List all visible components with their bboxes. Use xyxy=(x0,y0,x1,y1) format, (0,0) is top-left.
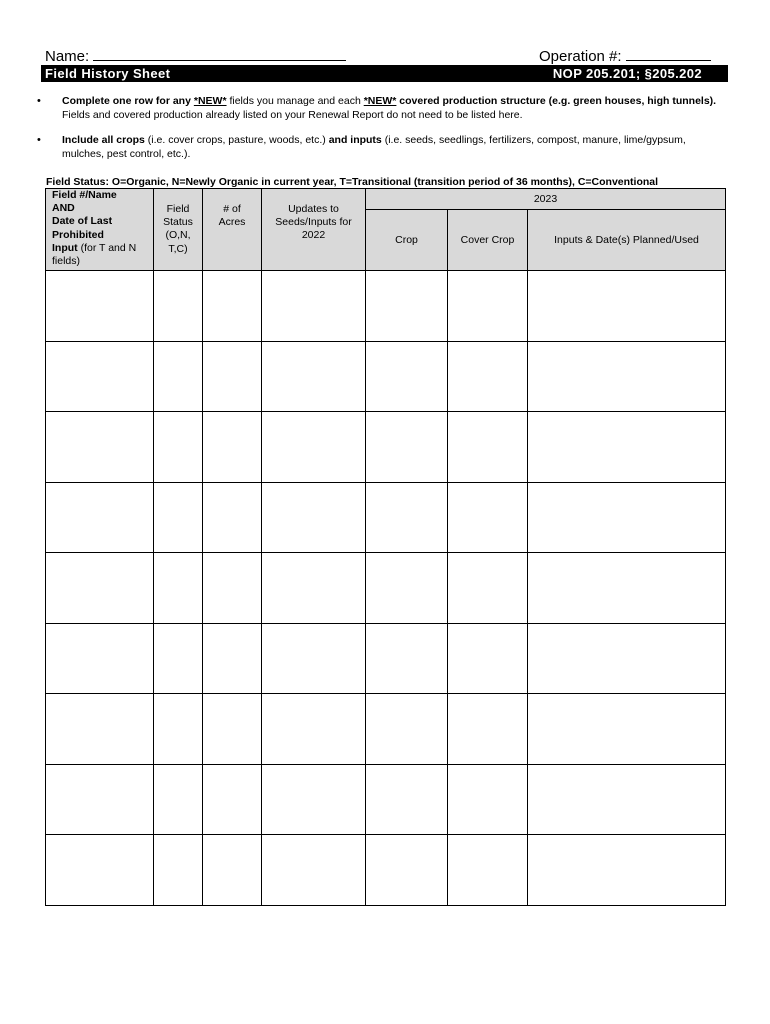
table-cell[interactable] xyxy=(262,694,366,765)
instruction-text: (i.e. cover crops, pasture, woods, etc.) xyxy=(144,134,329,146)
header-text: Input xyxy=(52,241,78,254)
table-cell[interactable] xyxy=(366,623,448,694)
instruction-text: covered production structure (e.g. green houses, high tunnels). xyxy=(396,95,717,107)
table-cell[interactable] xyxy=(46,341,154,412)
table-cell[interactable] xyxy=(203,482,262,553)
table-cell[interactable] xyxy=(154,341,203,412)
table-cell[interactable] xyxy=(46,271,154,342)
table-cell[interactable] xyxy=(448,694,528,765)
table-cell[interactable] xyxy=(262,764,366,835)
name-label: Name: xyxy=(45,48,90,65)
table-cell[interactable] xyxy=(366,835,448,906)
table-cell[interactable] xyxy=(262,482,366,553)
bullet-icon: • xyxy=(37,134,41,146)
table-cell[interactable] xyxy=(262,553,366,624)
header-inputs-dates: Inputs & Date(s) Planned/Used xyxy=(528,210,726,271)
header-field-name xyxy=(46,189,154,271)
table-cell[interactable] xyxy=(203,553,262,624)
header-text: fields) xyxy=(52,255,81,268)
table-cell[interactable] xyxy=(46,623,154,694)
table-cell[interactable] xyxy=(203,341,262,412)
table-cell[interactable] xyxy=(262,835,366,906)
table-cell[interactable] xyxy=(203,835,262,906)
table-row xyxy=(46,553,726,624)
name-blank[interactable] xyxy=(93,46,346,61)
table-cell[interactable] xyxy=(366,341,448,412)
table-cell[interactable] xyxy=(203,694,262,765)
header-text: (O,N, xyxy=(165,229,191,242)
table-cell[interactable] xyxy=(448,623,528,694)
header-acres xyxy=(203,189,262,271)
table-row xyxy=(46,623,726,694)
table-row xyxy=(46,835,726,906)
instruction-new-fields xyxy=(37,94,727,122)
sheet-title: Field History Sheet xyxy=(45,66,171,81)
field-history-table xyxy=(45,188,726,906)
instruction-text: Complete one row for any xyxy=(62,95,194,107)
header-cover-crop: Cover Crop xyxy=(448,210,528,271)
bullet-icon: • xyxy=(37,95,41,107)
table-cell[interactable] xyxy=(203,764,262,835)
table-cell[interactable] xyxy=(448,482,528,553)
table-row xyxy=(46,764,726,835)
instruction-text: *NEW* xyxy=(363,95,397,107)
header-text: Date of Last xyxy=(52,215,113,228)
header-text: AND xyxy=(52,202,75,215)
table-cell[interactable] xyxy=(46,482,154,553)
table-cell[interactable] xyxy=(528,271,726,342)
table-cell[interactable] xyxy=(528,412,726,483)
operation-blank[interactable] xyxy=(626,46,711,61)
header-text: Updates to xyxy=(288,203,339,215)
header-text: 2022 xyxy=(301,229,326,242)
table-cell[interactable] xyxy=(528,482,726,553)
instruction-text: *NEW* xyxy=(193,95,227,107)
operation-number-field[interactable] xyxy=(539,46,711,65)
instruction-text: and inputs xyxy=(328,134,382,146)
table-cell[interactable] xyxy=(366,482,448,553)
table-row xyxy=(46,694,726,765)
table-cell[interactable] xyxy=(154,482,203,553)
table-cell[interactable] xyxy=(448,341,528,412)
table-cell[interactable] xyxy=(46,412,154,483)
operation-label: Operation #: xyxy=(539,48,622,65)
header-text: (for T and N xyxy=(77,241,137,254)
instruction-text: Include all crops xyxy=(62,134,145,146)
table-row xyxy=(46,271,726,342)
header-text: T,C) xyxy=(168,242,188,255)
table-cell[interactable] xyxy=(366,271,448,342)
table-cell[interactable] xyxy=(448,553,528,624)
table-cell[interactable] xyxy=(366,764,448,835)
header-field-status xyxy=(154,189,203,271)
table-cell[interactable] xyxy=(154,271,203,342)
table-cell[interactable] xyxy=(154,412,203,483)
field-status-legend: Field Status: O=Organic, N=Newly Organic in current year, T=Transitional (transition period of 36 months), C=Conventional xyxy=(46,176,659,188)
table-cell[interactable] xyxy=(528,553,726,624)
table-row xyxy=(46,341,726,412)
header-updates xyxy=(262,189,366,271)
table-cell[interactable] xyxy=(448,271,528,342)
table-cell[interactable] xyxy=(203,271,262,342)
table-cell[interactable] xyxy=(46,835,154,906)
regulation-reference: NOP 205.201; §205.202 xyxy=(552,66,702,81)
table-cell[interactable] xyxy=(46,764,154,835)
table-cell[interactable] xyxy=(203,412,262,483)
table-cell[interactable] xyxy=(366,694,448,765)
table-cell[interactable] xyxy=(448,835,528,906)
table-cell[interactable] xyxy=(528,623,726,694)
table-cell[interactable] xyxy=(448,412,528,483)
table-cell[interactable] xyxy=(262,623,366,694)
header-text: Field xyxy=(166,203,190,215)
table-cell[interactable] xyxy=(262,341,366,412)
instruction-crops-inputs xyxy=(37,133,727,161)
header-year: 2023 xyxy=(366,189,726,210)
table-row xyxy=(46,412,726,483)
instruction-text: fields you manage and each xyxy=(226,95,364,107)
table-cell[interactable] xyxy=(366,412,448,483)
table-cell[interactable] xyxy=(262,412,366,483)
table-cell[interactable] xyxy=(528,694,726,765)
table-cell[interactable] xyxy=(154,553,203,624)
instruction-text: Fields and covered production already listed on your Renewal Report do not need to be listed here. xyxy=(62,109,523,121)
table-cell[interactable] xyxy=(366,553,448,624)
header-text: Seeds/Inputs for xyxy=(275,216,352,229)
title-bar xyxy=(41,65,728,82)
table-cell[interactable] xyxy=(154,764,203,835)
table-cell[interactable] xyxy=(154,694,203,765)
instructions xyxy=(37,94,727,172)
header-text: Acres xyxy=(218,216,246,229)
table-cell[interactable] xyxy=(46,694,154,765)
table-cell[interactable] xyxy=(528,764,726,835)
table-cell[interactable] xyxy=(203,623,262,694)
table-cell[interactable] xyxy=(448,764,528,835)
table-cell[interactable] xyxy=(46,553,154,624)
header-crop: Crop xyxy=(366,210,448,271)
header-text: Status xyxy=(163,216,193,229)
table-cell[interactable] xyxy=(262,271,366,342)
header-text: # of xyxy=(223,203,241,215)
name-field[interactable] xyxy=(45,46,346,65)
table-row xyxy=(46,482,726,553)
table-cell[interactable] xyxy=(528,341,726,412)
table-cell[interactable] xyxy=(154,623,203,694)
header-text: Field #/Name xyxy=(52,189,117,201)
instruction-text: (i.e. seeds, seedlings, fertilizers, compost, manure, lime/gypsum, mulches, pest control, etc.). xyxy=(62,134,686,160)
table-cell[interactable] xyxy=(154,835,203,906)
table-cell[interactable] xyxy=(528,835,726,906)
header-text: Prohibited xyxy=(52,228,104,241)
